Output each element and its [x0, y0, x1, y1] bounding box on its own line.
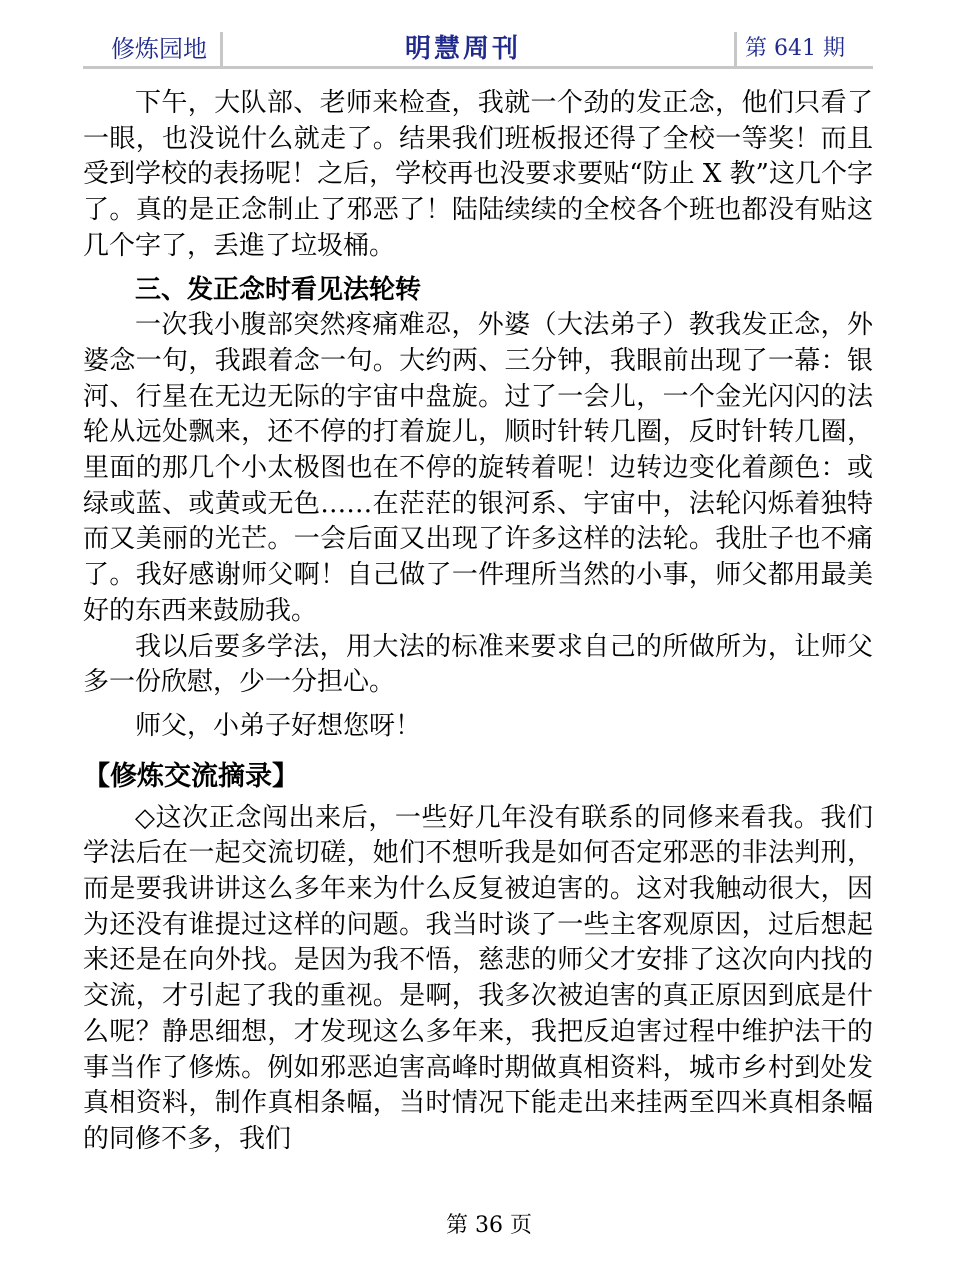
header-rule: [83, 66, 873, 69]
page-number: 第 36 页: [446, 1213, 532, 1238]
issue-number: 第 641 期: [745, 35, 845, 61]
header-divider-right: [734, 32, 737, 68]
paragraph: 一次我小腹部突然疼痛难忍，外婆（大法弟子）教我发正念，外婆念一句，我跟着念一句。大约两、三分钟，我眼前出现了一幕：银河、行星在无边无际的宇宙中盘旋。过了一会儿，一个金光闪闪的法轮从远处飘来，还不停的打着旋儿，顺时针转几圈，反时针转几圈，里面的那几个小太极图也在不停的旋转着呢！边转边变化着颜色：或绿或蓝、或黄或无色……在茫茫的银河系、宇宙中，法轮闪烁着独特而又美丽的光芒。一会后面又出现了许多这样的法轮。我肚子也不痛了。我好感谢师父啊！自己做了一件理所当然的小事，师父都用最美好的东西来鼓励我。: [83, 310, 873, 626]
subheading: 三、发正念时看见法轮转: [135, 274, 422, 305]
header-section-label: 修炼园地: [111, 34, 207, 63]
publication-title: 明慧周刊: [405, 33, 522, 64]
header-divider-left: [220, 32, 223, 68]
paragraph: 下午，大队部、老师来检查，我就一个劲的发正念，他们只看了一眼，也没说什么就走了。结果我们班板报还得了全校一等奖！而且受到学校的表扬呢！之后，学校再也没要求要贴“防止 X 教”这几个字了。真的是正念制止了邪恶了！陆陆续续的全校各个班也都没有贴这几个字了，丢進了垃圾桶。: [83, 88, 873, 261]
paragraph: 我以后要多学法，用大法的标准来要求自己的所做所为，让师父多一份欣慰，少一分担心。: [83, 631, 873, 698]
section-title: 【修炼交流摘录】: [83, 760, 299, 792]
article-body: [83, 86, 873, 1158]
page-header: [83, 28, 873, 70]
paragraph: 师父，小弟子好想您呀！: [135, 710, 422, 741]
paragraph: ◇这次正念闯出来后，一些好几年没有联系的同修来看我。我们学法后在一起交流切磋，她们不想听我是如何否定邪恶的非法判刑，而是要我讲讲这么多年来为什么反复被迫害的。这对我触动很大，因为还没有谁提过这样的问题。我当时谈了一些主客观原因，过后想起来还是在向外找。是因为我不悟，慈悲的师父才安排了这次向内找的交流，才引起了我的重视。是啊，我多次被迫害的真正原因到底是什么呢？静思细想，才发现这么多年来，我把反迫害过程中维护法干的事当作了修炼。例如邪恶迫害高峰时期做真相资料，城市乡村到处发真相资料，制作真相条幅，当时情况下能走出来挂两至四米真相条幅的同修不多，我们: [83, 802, 873, 1154]
